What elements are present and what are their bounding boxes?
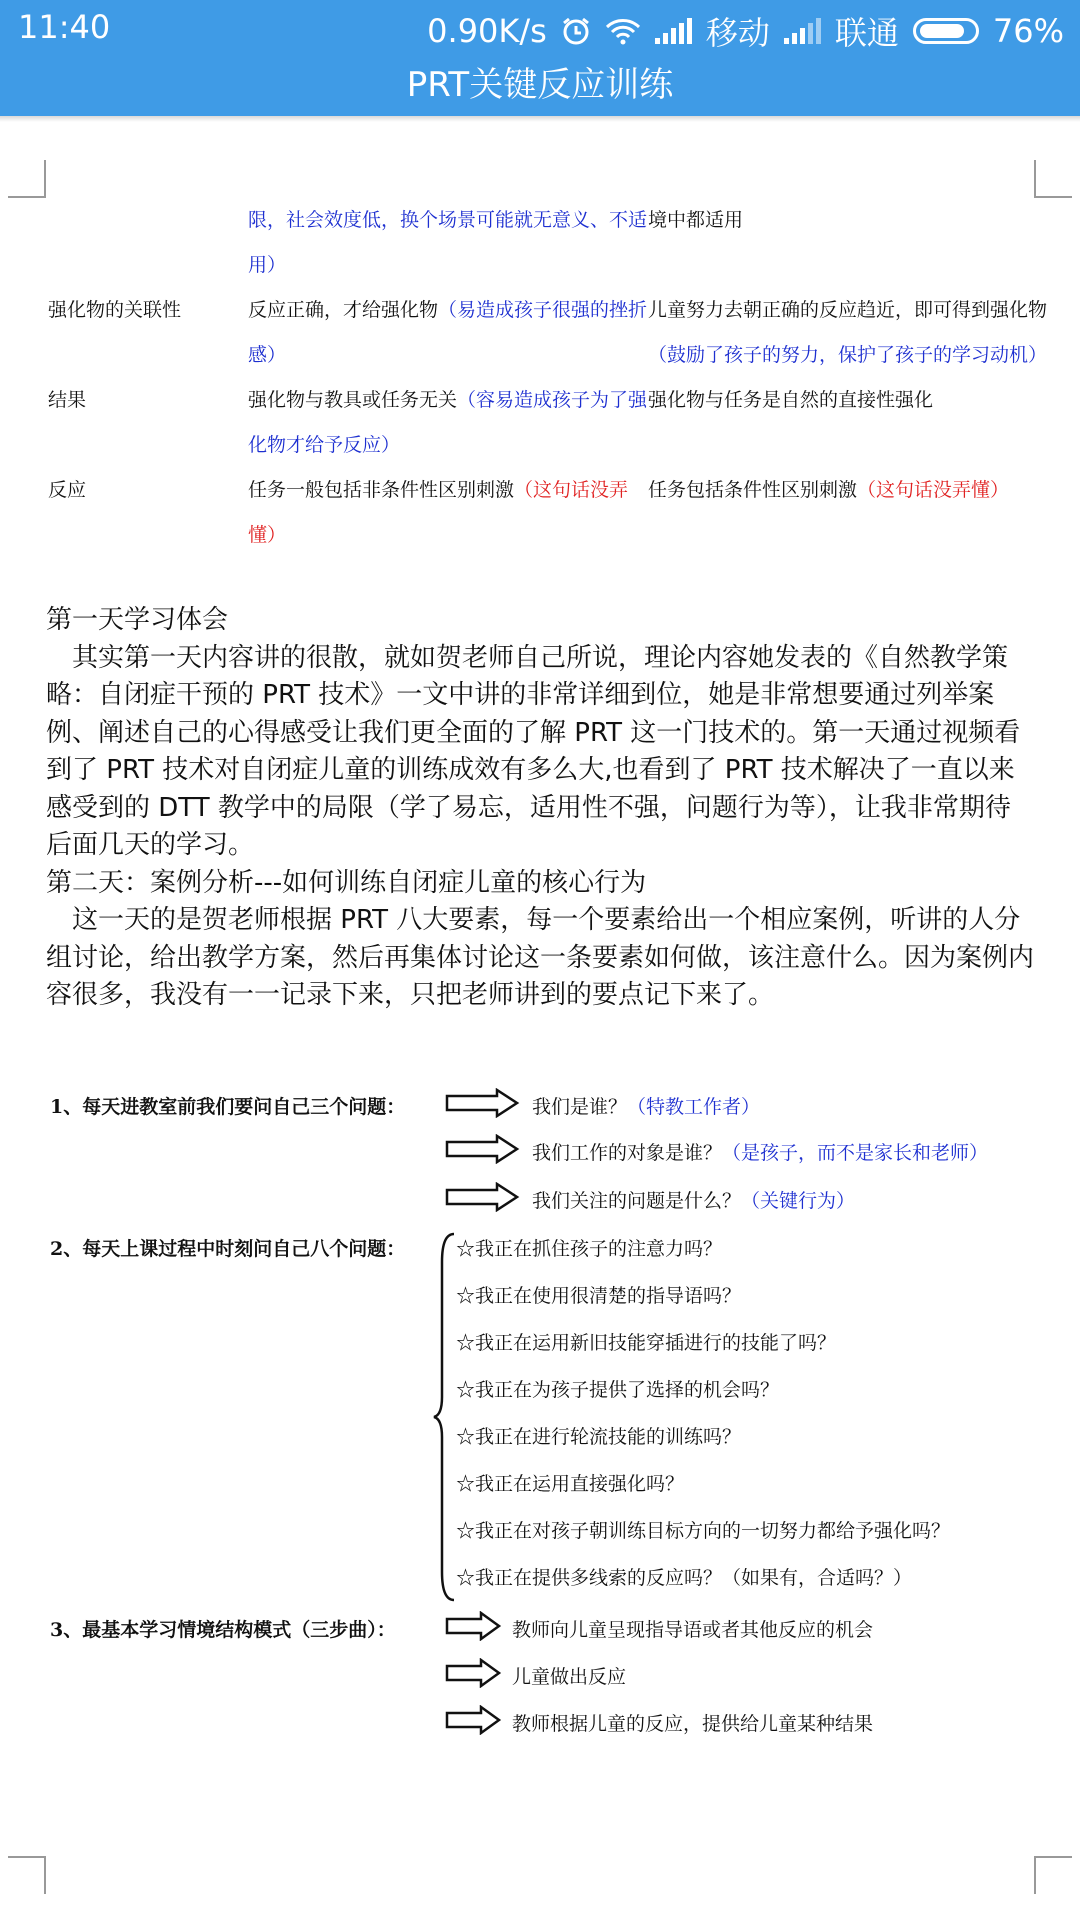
eight-question-item: ☆我正在使用很清楚的指导语吗？ [456, 1285, 742, 1307]
wifi-icon [605, 17, 641, 45]
question-1: 我们是谁？（特教工作者） [532, 1096, 761, 1118]
arrow-icon [444, 1705, 504, 1735]
table-cell: 反应 [48, 479, 87, 501]
step-3: 教师根据儿童的反应，提供给儿童某种结果 [512, 1713, 874, 1735]
step-2: 儿童做出反应 [512, 1666, 627, 1688]
page-title: PRT关键反应训练 [0, 60, 1080, 116]
arrow-icon [444, 1134, 520, 1164]
network-speed: 0.90K/s [427, 12, 547, 50]
arrow-icon [444, 1182, 520, 1212]
table-cell [48, 198, 248, 288]
eight-question-item: ☆我正在对孩子朝训练目标方向的一切努力都给予强化吗？ [456, 1520, 951, 1542]
table-cell: 反应正确，才给强化物（易造成孩子很强的挫折感） [248, 299, 648, 366]
carrier-1: 移动 [705, 14, 770, 52]
arrow-icon [444, 1088, 520, 1118]
arrow-icon [444, 1611, 504, 1641]
comparison-table [48, 198, 1048, 558]
section1-title: 1、每天进教室前我们要问自己三个问题： [50, 1096, 406, 1118]
corner-mark [1034, 1856, 1072, 1894]
arrow-icon [444, 1658, 504, 1688]
table-cell: 强化物的关联性 [48, 299, 182, 321]
status-time: 11:40 [18, 8, 111, 46]
table-row [48, 468, 1048, 558]
table-cell: 任务一般包括非条件性区别刺激（这句话没弄懂） [248, 479, 629, 546]
table-cell: 限，社会效度低，换个场景可能就无意义、不适用） [248, 209, 648, 276]
eight-question-item: ☆我正在提供多线索的反应吗？（如果有，合适吗？） [456, 1567, 913, 1589]
signal-icon-2 [784, 18, 821, 44]
table-cell: 强化物与任务是自然的直接性强化 [648, 389, 934, 411]
table-cell: 强化物与教具或任务无关（容易造成孩子为了强化物才给予反应） [248, 389, 648, 456]
status-bar [0, 0, 1080, 60]
eight-question-item: ☆我正在抓住孩子的注意力吗？ [456, 1238, 723, 1260]
battery-level: 76% [992, 12, 1064, 50]
section3-title: 3、最基本学习情境结构模式（三步曲）： [50, 1619, 396, 1641]
table-row [48, 288, 1048, 378]
signal-icon-1 [655, 18, 692, 44]
eight-question-item: ☆我正在进行轮流技能的训练吗？ [456, 1426, 742, 1448]
table-cell: 境中都适用 [648, 209, 744, 231]
table-row [48, 378, 1048, 468]
table-cell: 任务包括条件性区别刺激（这句话没弄懂） [648, 479, 1010, 501]
table-cell: 结果 [48, 389, 87, 411]
question-2: 我们工作的对象是谁？（是孩子，而不是家长和老师） [532, 1142, 989, 1164]
carrier-2: 联通 [834, 14, 899, 52]
table-cell: 儿童努力去朝正确的反应趋近，即可得到强化物（鼓励了孩子的努力，保护了孩子的学习动机） [648, 299, 1048, 366]
paragraph-day1: 其实第一天内容讲的很散，就如贺老师自己所说，理论内容她发表的《自然教学策略：自闭症干预的 PRT 技术》一文中讲的非常详细到位，她是非常想要通过列举案例、阐述自己的心得感受让我们更全面的了解 PRT 这一门技术的。第一天通过视频看到了 PRT 技术对自闭症儿童的训练成效有多么大,也看到了 PRT 技术解决了一直以来感受到的 DTT 教学中的局限（学了易忘，适用性不强，问题行为等），让我非常期待后面几天的学习。 [46, 642, 1021, 860]
corner-mark [8, 1856, 46, 1894]
section-heading-day2: 第二天：案例分析---如何训练自闭症儿童的核心行为 [46, 867, 647, 898]
section2-title: 2、每天上课过程中时刻问自己八个问题： [50, 1238, 406, 1260]
step-1: 教师向儿童呈现指导语或者其他反应的机会 [512, 1619, 874, 1641]
battery-icon [913, 18, 979, 44]
document-body [46, 602, 1036, 1015]
eight-question-item: ☆我正在运用直接强化吗？ [456, 1473, 685, 1495]
status-right [427, 8, 1064, 54]
alarm-icon [561, 16, 591, 46]
eight-question-item: ☆我正在运用新旧技能穿插进行的技能了吗？ [456, 1332, 837, 1354]
table-row [48, 198, 1048, 288]
section-heading-day1: 第一天学习体会 [46, 605, 229, 635]
corner-mark [1034, 160, 1072, 198]
paragraph-day2: 这一天的是贺老师根据 PRT 八大要素，每一个要素给出一个相应案例，听讲的人分组讨论，给出教学方案，然后再集体讨论这一条要素如何做，该注意什么。因为案例内容很多，我没有一一记录下来，只把老师讲到的要点记下来了。 [46, 905, 1035, 1010]
corner-mark [8, 160, 46, 198]
question-3: 我们关注的问题是什么？（关键行为） [532, 1190, 856, 1212]
eight-question-item: ☆我正在为孩子提供了选择的机会吗？ [456, 1379, 780, 1401]
